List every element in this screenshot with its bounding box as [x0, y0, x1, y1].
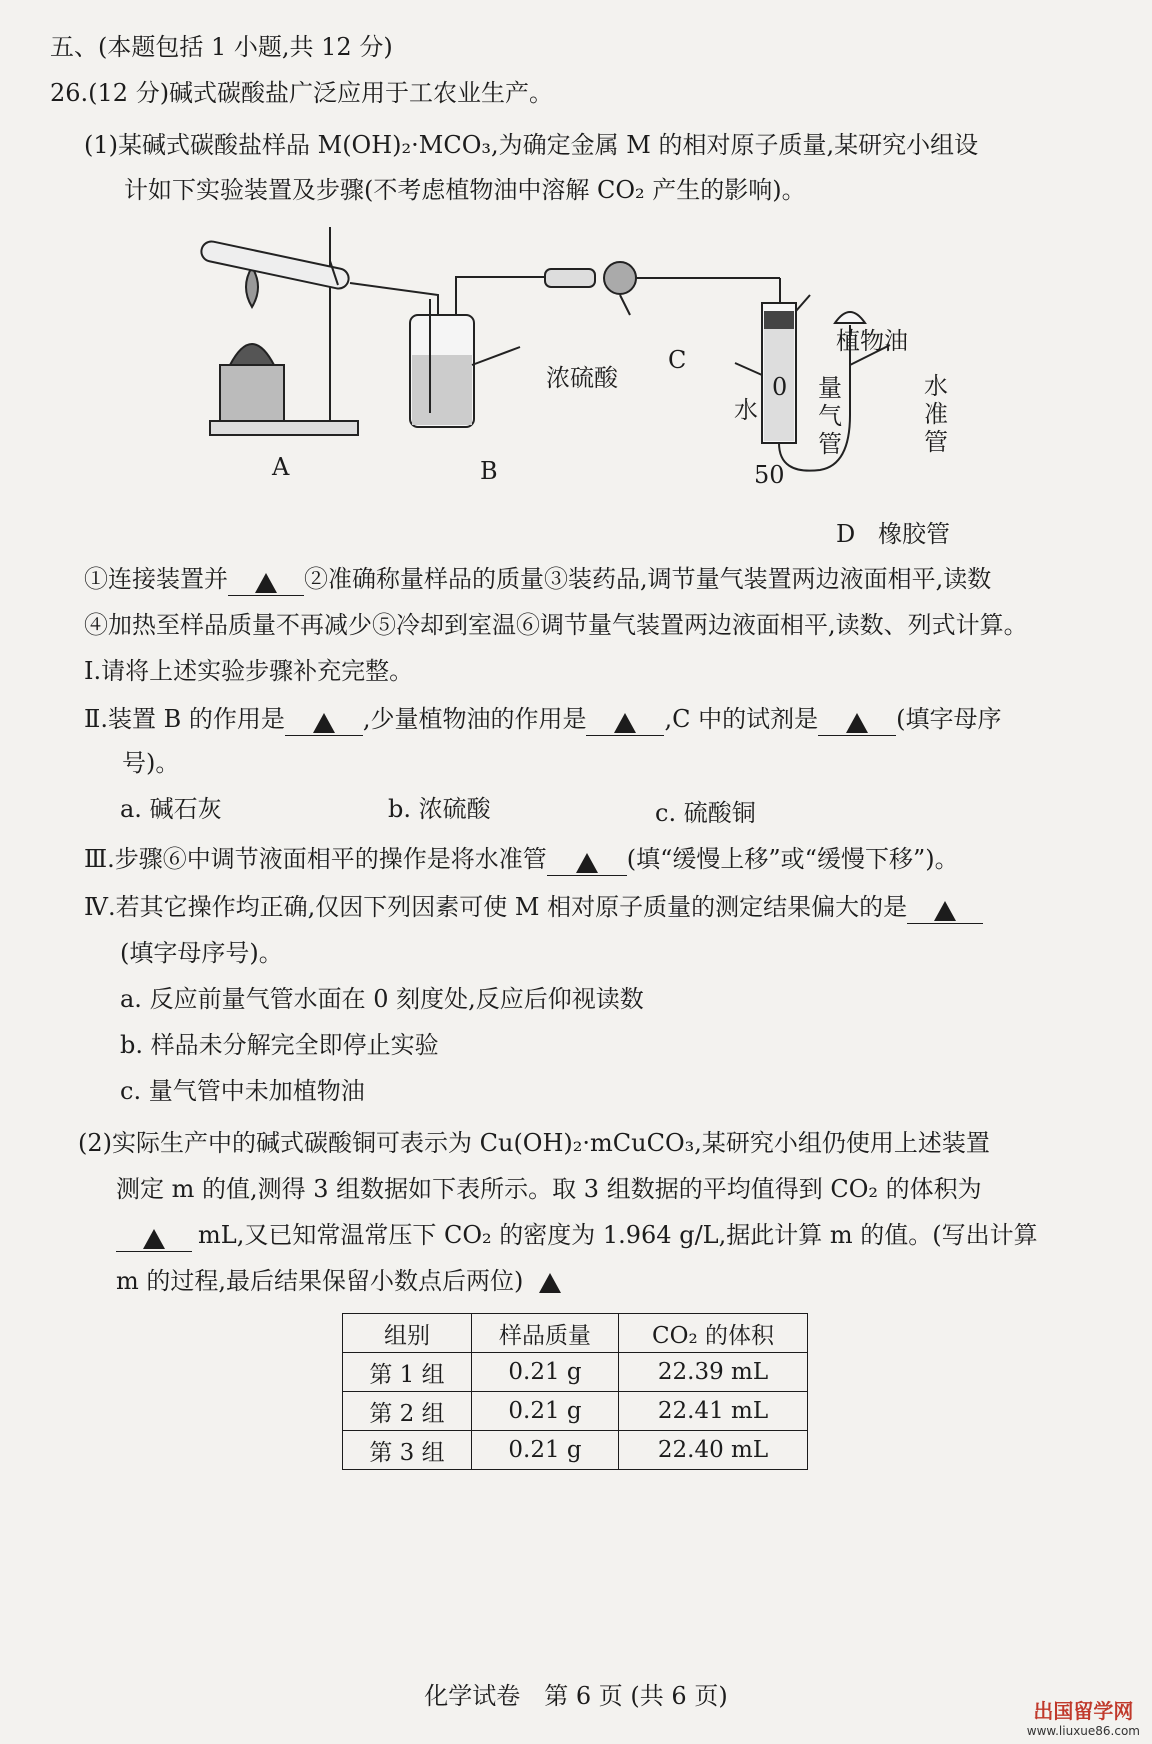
gas-burette-label: 量气管 — [818, 374, 842, 458]
answer-triangle-icon — [576, 853, 598, 873]
table-cell: 0.21 g — [472, 1431, 619, 1470]
table-header-row — [343, 1314, 808, 1353]
part2-line3-text: mL,又已知常温常压下 CO₂ 的密度为 1.964 g/L,据此计算 m 的值。(写出计算 — [198, 1221, 1038, 1249]
question-ii-part-c: ,C 中的试剂是 — [664, 705, 819, 733]
answer-triangle-icon — [313, 713, 335, 733]
table-cell: 第 3 组 — [343, 1431, 472, 1470]
question-ii-end: 号)。 — [122, 749, 180, 777]
drying-tube — [545, 269, 595, 287]
question-ii-part-a: Ⅱ.装置 B 的作用是 — [84, 705, 285, 733]
conc-sulfuric-acid-label: 浓硫酸 — [546, 364, 618, 392]
option-iv-b: b. 样品未分解完全即停止实验 — [120, 1031, 439, 1059]
apparatus-diagram — [190, 215, 1150, 550]
scale-fifty-label: 50 — [754, 461, 785, 489]
part1-intro-line2: 计如下实验装置及步骤(不考虑植物油中溶解 CO₂ 产生的影响)。 — [124, 176, 806, 204]
answer-triangle-icon — [539, 1273, 561, 1293]
question-iv-end: (填字母序号)。 — [120, 939, 283, 967]
answer-triangle-icon — [143, 1229, 165, 1249]
step-1-text: ①连接装置并 — [84, 565, 228, 593]
table-cell: 0.21 g — [472, 1392, 619, 1431]
answer-blank-step1[interactable] — [228, 567, 304, 596]
part2-line4 — [116, 1264, 561, 1298]
table-header: 样品质量 — [472, 1314, 619, 1353]
question-iii — [84, 842, 959, 876]
stand-base — [210, 421, 358, 435]
part2-line1: (2)实际生产中的碱式碳酸铜可表示为 Cu(OH)₂·mCuCO₃,某研究小组仍使用上述装置 — [78, 1129, 990, 1157]
page-footer: 化学试卷 第 6 页 (共 6 页) — [424, 1682, 728, 1710]
part2-line2: 测定 m 的值,测得 3 组数据如下表所示。取 3 组数据的平均值得到 CO₂ 的体积为 — [116, 1175, 982, 1203]
option-ii-b: b. 浓硫酸 — [388, 795, 491, 823]
table-row — [343, 1392, 808, 1431]
vegetable-oil-label: 植物油 — [836, 327, 908, 355]
table-row — [343, 1431, 808, 1470]
table-cell: 22.39 mL — [619, 1353, 808, 1392]
answer-blank-c-reagent[interactable] — [818, 707, 896, 736]
option-iv-a: a. 反应前量气管水面在 0 刻度处,反应后仰视读数 — [120, 985, 644, 1013]
question-iv — [84, 890, 983, 924]
wooden-block — [220, 365, 284, 421]
watermark-line2: www.liuxue86.com — [1026, 1724, 1140, 1738]
answer-blank-level-tube[interactable] — [547, 847, 627, 876]
option-iv-c: c. 量气管中未加植物油 — [120, 1077, 365, 1105]
level-tube-funnel — [835, 312, 865, 323]
table-header: CO₂ 的体积 — [619, 1314, 808, 1353]
steps-line2: ④加热至样品质量不再减少⑤冷却到室温⑥调节量气装置两边液面相平,读数、列式计算。 — [84, 611, 1028, 639]
table-header: 组别 — [343, 1314, 472, 1353]
question-ii-part-b: ,少量植物油的作用是 — [362, 705, 587, 733]
question-i: Ⅰ.请将上述实验步骤补充完整。 — [84, 657, 414, 685]
scale-zero-label: 0 — [772, 373, 788, 401]
answer-blank-co2-volume[interactable] — [116, 1223, 192, 1252]
answer-triangle-icon — [846, 713, 868, 733]
rubber-tube-label: 橡胶管 — [878, 520, 950, 548]
diagram-label-c: C — [668, 346, 687, 374]
watermark-line1: 出国留学网 — [1033, 1699, 1134, 1723]
question-ii-part-d: (填字母序 — [896, 705, 1002, 733]
step-2-3-text: ②准确称量样品的质量③装药品,调节量气装置两边液面相平,读数 — [304, 565, 992, 593]
option-ii-a: a. 碱石灰 — [120, 795, 222, 823]
question-ii — [84, 702, 1001, 736]
answer-blank-b-function[interactable] — [285, 707, 363, 736]
part1-intro-line1: (1)某碱式碳酸盐样品 M(OH)₂·MCO₃,为确定金属 M 的相对原子质量,某研究小组设 — [84, 131, 979, 159]
table-cell: 22.41 mL — [619, 1392, 808, 1431]
answer-triangle-icon — [934, 901, 956, 921]
section-heading: 五、(本题包括 1 小题,共 12 分) — [50, 33, 393, 61]
table-cell: 第 1 组 — [343, 1353, 472, 1392]
part2-line4-text: m 的过程,最后结果保留小数点后两位) — [116, 1267, 524, 1295]
diagram-label-a: A — [272, 453, 290, 481]
question-iii-part-a: Ⅲ.步骤⑥中调节液面相平的操作是将水准管 — [84, 845, 547, 873]
part2-line3 — [116, 1218, 1038, 1252]
test-tube — [200, 240, 351, 291]
level-tube-label: 水准管 — [924, 372, 948, 456]
question-26-title: 26.(12 分)碱式碳酸盐广泛应用于工农业生产。 — [50, 79, 554, 107]
answer-blank-oil-function[interactable] — [586, 707, 664, 736]
answer-blank-iv[interactable] — [907, 895, 983, 924]
table-cell: 第 2 组 — [343, 1392, 472, 1431]
diagram-label-d: D — [836, 520, 856, 548]
table-cell: 22.40 mL — [619, 1431, 808, 1470]
table-row — [343, 1353, 808, 1392]
data-table — [342, 1313, 808, 1470]
diagram-label-b: B — [480, 457, 498, 485]
steps-line1 — [84, 562, 991, 596]
flame-icon — [246, 267, 258, 307]
question-iv-part-a: Ⅳ.若其它操作均正确,仅因下列因素可使 M 相对原子质量的测定结果偏大的是 — [84, 893, 908, 921]
water-label: 水 — [734, 396, 758, 424]
watermark-logo — [1027, 1695, 1140, 1738]
question-iii-part-b: (填“缓慢上移”或“缓慢下移”)。 — [626, 845, 959, 873]
drying-bulb — [604, 262, 636, 294]
answer-triangle-icon — [255, 573, 277, 593]
option-ii-c: c. 硫酸铜 — [655, 799, 756, 827]
answer-triangle-icon — [614, 713, 636, 733]
alcohol-lamp — [230, 344, 274, 365]
table-cell: 0.21 g — [472, 1353, 619, 1392]
